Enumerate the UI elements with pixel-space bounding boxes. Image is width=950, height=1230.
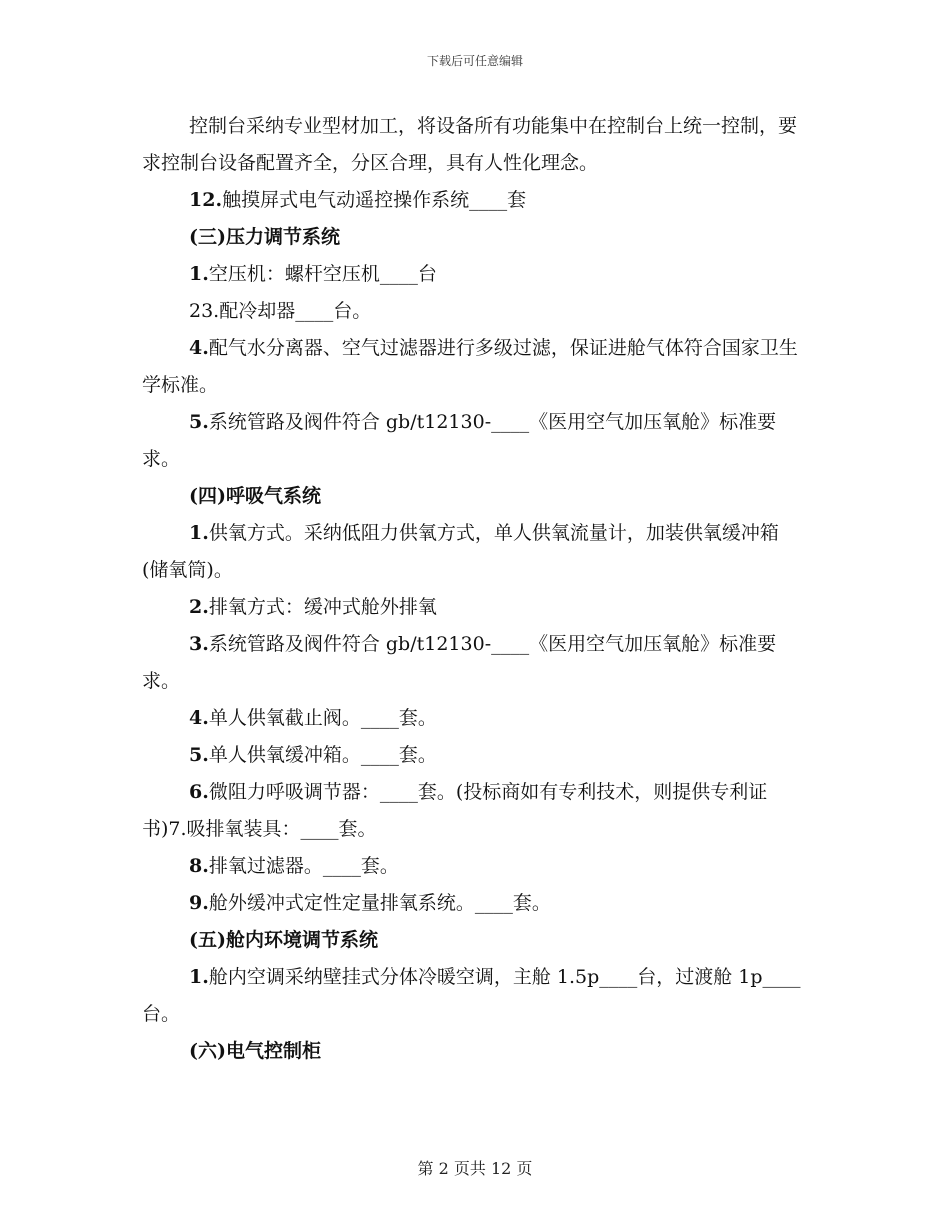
item-text: 配气水分离器、空气过滤器进行多级过滤，保证进舱气体符合国家卫生学标准。 (142, 337, 798, 396)
list-item (142, 293, 802, 330)
list-item (142, 515, 802, 589)
list-item (142, 700, 802, 737)
item-number: 12. (189, 189, 223, 211)
section-heading: (四)呼吸气系统 (189, 485, 321, 507)
list-item (142, 885, 802, 922)
document-body (142, 108, 802, 1070)
item-number: 4. (189, 707, 209, 729)
section-heading: (三)压力调节系统 (189, 226, 340, 248)
paragraph-text: 控制台采纳专业型材加工，将设备所有功能集中在控制台上统一控制，要求控制台设备配置齐全，分区合理，具有人性化理念。 (142, 115, 798, 174)
item-text: 排氧过滤器。____套。 (208, 855, 399, 877)
list-item (142, 774, 802, 848)
list-item (142, 330, 802, 404)
page-footer: 第 2 页共 12 页 (417, 1159, 533, 1178)
list-item (142, 959, 802, 1033)
item-text: 空压机：螺杆空压机____台 (208, 263, 437, 285)
list-item (142, 589, 802, 626)
list-item (142, 256, 802, 293)
item-text: 供氧方式。采纳低阻力供氧方式，单人供氧流量计，加装供氧缓冲箱(储氧筒)。 (142, 522, 779, 581)
list-item (142, 848, 802, 885)
page-header: 下载后可任意编辑 (426, 54, 523, 68)
item-text: 排氧方式：缓冲式舱外排氧 (208, 596, 437, 618)
item-text: 系统管路及阀件符合 gb/t12130-____《医用空气加压氧舱》标准要求。 (142, 411, 777, 470)
item-number: 1. (189, 263, 209, 285)
item-number: 8. (189, 855, 209, 877)
item-number: 6. (189, 781, 209, 803)
item-text: 单人供氧缓冲箱。____套。 (208, 744, 437, 766)
list-item (142, 626, 802, 700)
item-number: 5. (189, 411, 209, 433)
item-number: 2. (189, 596, 209, 618)
paragraph (142, 108, 802, 182)
item-text: 系统管路及阀件符合 gb/t12130-____《医用空气加压氧舱》标准要求。 (142, 633, 777, 692)
item-number: 3. (189, 633, 209, 655)
item-number: 1. (189, 522, 209, 544)
item-number: 4. (189, 337, 209, 359)
list-item (142, 182, 802, 219)
item-text: 微阻力呼吸调节器：____套。(投标商如有专利技术，则提供专利证书)7.吸排氧装具：____套。 (142, 781, 768, 840)
section-heading: (五)舱内环境调节系统 (189, 929, 378, 951)
list-item (142, 404, 802, 478)
item-text: 舱外缓冲式定性定量排氧系统。____套。 (208, 892, 551, 914)
item-text: 单人供氧截止阀。____套。 (208, 707, 437, 729)
item-number: 23. (189, 300, 220, 322)
list-item (142, 737, 802, 774)
item-number: 5. (189, 744, 209, 766)
item-text: 舱内空调采纳壁挂式分体冷暖空调，主舱 1.5p____台，过渡舱 1p____台。 (142, 966, 801, 1025)
item-text: 配冷却器____台。 (219, 300, 372, 322)
item-number: 1. (189, 966, 209, 988)
item-text: 触摸屏式电气动遥控操作系统____套 (222, 189, 527, 211)
item-number: 9. (189, 892, 209, 914)
section-heading: (六)电气控制柜 (189, 1040, 321, 1062)
